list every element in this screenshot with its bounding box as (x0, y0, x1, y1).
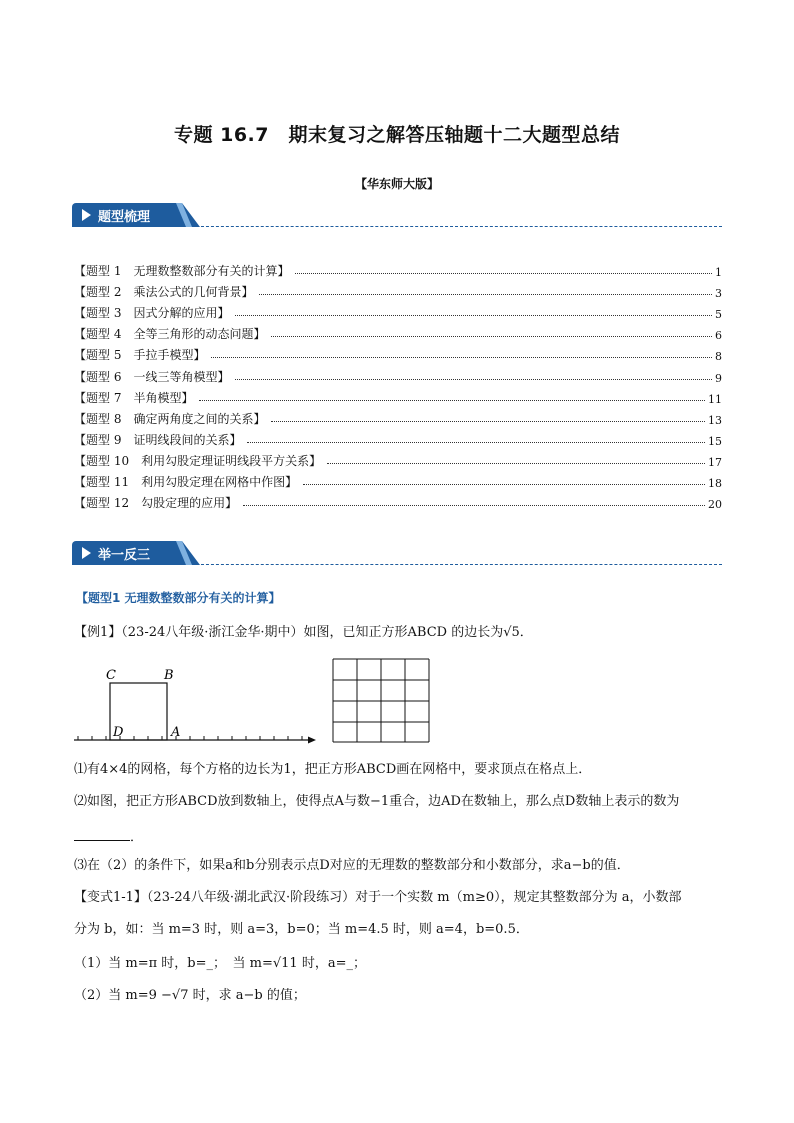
example-1-intro: 【例1】（23-24八年级·浙江金华·期中）如图，已知正方形ABCD 的边长为√5． (74, 625, 533, 640)
toc-row[interactable] (74, 342, 722, 363)
section-header-examples (72, 541, 722, 565)
toc-row[interactable] (74, 406, 722, 427)
number-line-figure (72, 662, 322, 750)
variant-1-1-line-2: 分为 b，如：当 m=3 时，则 a=3，b=0；当 m=4.5 时，则 a=4，b=0.5． (74, 922, 529, 937)
page-title: 专题 16.7 期末复习之解答压轴题十二大题型总结 (174, 124, 620, 146)
part-2-answer-line (74, 826, 726, 848)
toc-leader (211, 357, 712, 358)
toc-page-number: 3 (715, 287, 722, 301)
toc-item-label: 【题型 11 利用勾股定理在网格中作图】 (74, 475, 298, 490)
vertex-label-c: C (106, 668, 116, 683)
number-line-arrowhead (308, 737, 316, 744)
toc-page-number: 20 (708, 498, 722, 512)
toc-row[interactable] (74, 385, 722, 406)
toc-page-number: 5 (715, 308, 722, 322)
play-arrow-icon (82, 547, 91, 559)
page-subtitle: 【华东师大版】 (354, 177, 439, 191)
toc-item-label: 【题型 10 利用勾股定理证明线段平方关系】 (74, 453, 322, 468)
toc-page-number: 9 (715, 371, 722, 385)
toc-item-label: 【题型 3 因式分解的应用】 (74, 306, 230, 321)
toc-item-label: 【题型 6 一线三等角模型】 (74, 369, 230, 384)
question-type-heading: 【题型1 无理数整数部分有关的计算】 (76, 591, 281, 605)
toc-leader (271, 421, 705, 422)
toc-leader (327, 463, 705, 464)
section-header-overview (72, 203, 722, 227)
toc-row[interactable] (74, 279, 722, 300)
section-label: 举一反三 (98, 548, 151, 563)
toc-row[interactable] (74, 490, 722, 511)
variant-1-1-line-4: （2）当 m=9 −√7 时，求 a−b 的值； (74, 988, 306, 1003)
toc-row[interactable] (74, 469, 722, 490)
toc-item-label: 【题型 7 半角模型】 (74, 390, 194, 405)
toc-leader (243, 505, 705, 506)
grid-4x4-figure (332, 658, 432, 744)
part-2-end: ． (130, 830, 144, 845)
grid-lines (333, 659, 429, 742)
toc-page-number: 8 (715, 350, 722, 364)
section-divider (196, 564, 722, 565)
toc-row[interactable] (74, 300, 722, 321)
toc-row[interactable] (74, 258, 722, 279)
toc-item-label: 【题型 2 乘法公式的几何背景】 (74, 285, 254, 300)
toc-leader (247, 442, 705, 443)
toc-page-number: 1 (715, 266, 722, 280)
toc-item-label: 【题型 5 手拉手模型】 (74, 348, 206, 363)
toc-page-number: 6 (715, 329, 722, 343)
toc-row[interactable] (74, 363, 722, 384)
variant-1-1-line-3: （1）当 m=π 时，b=_； 当 m=√11 时，a=_； (74, 956, 366, 971)
section-label: 题型梳理 (98, 210, 151, 225)
toc-row[interactable] (74, 448, 722, 469)
part-1: ⑴有4×4的网格，每个方格的边长为1，把正方形ABCD画在网格中，要求顶点在格点上． (74, 762, 592, 777)
toc-leader (235, 315, 712, 316)
toc-row[interactable] (74, 321, 722, 342)
toc-page-number: 13 (708, 413, 722, 427)
toc-page-number: 18 (708, 477, 722, 491)
variant-1-1-line-1: 【变式1-1】（23-24八年级·湖北武汉·阶段练习）对于一个实数 m（m≥0），规定其整数部分为 a，小数部 (74, 890, 682, 905)
toc-leader (295, 273, 712, 274)
toc-leader (271, 336, 712, 337)
section-divider (196, 226, 722, 227)
toc-item-label: 【题型 9 证明线段间的关系】 (74, 432, 242, 447)
toc-page-number: 11 (708, 392, 722, 406)
toc-page-number: 15 (708, 434, 722, 448)
toc-leader (235, 379, 712, 380)
vertex-label-b: B (164, 668, 174, 683)
toc-item-label: 【题型 12 勾股定理的应用】 (74, 496, 238, 511)
toc-item-label: 【题型 1 无理数整数部分有关的计算】 (74, 264, 290, 279)
toc-item-label: 【题型 4 全等三角形的动态问题】 (74, 327, 266, 342)
part-2: ⑵如图，把正方形ABCD放到数轴上，使得点A与数−1重合，边AD在数轴上，那么点D数轴上表示的数为 (74, 794, 680, 809)
part-3: ⑶在（2）的条件下，如果a和b分别表示点D对应的无理数的整数部分和小数部分，求a−b的值． (74, 858, 630, 873)
toc-item-label: 【题型 8 确定两角度之间的关系】 (74, 411, 266, 426)
toc-row[interactable] (74, 427, 722, 448)
toc-page-number: 17 (708, 455, 722, 469)
answer-blank[interactable] (74, 826, 130, 841)
play-arrow-icon (82, 209, 91, 221)
toc-leader (199, 400, 705, 401)
vertex-label-a: A (171, 725, 181, 740)
vertex-label-d: D (113, 725, 124, 740)
toc-leader (303, 484, 705, 485)
toc-leader (259, 294, 712, 295)
table-of-contents (74, 258, 722, 511)
